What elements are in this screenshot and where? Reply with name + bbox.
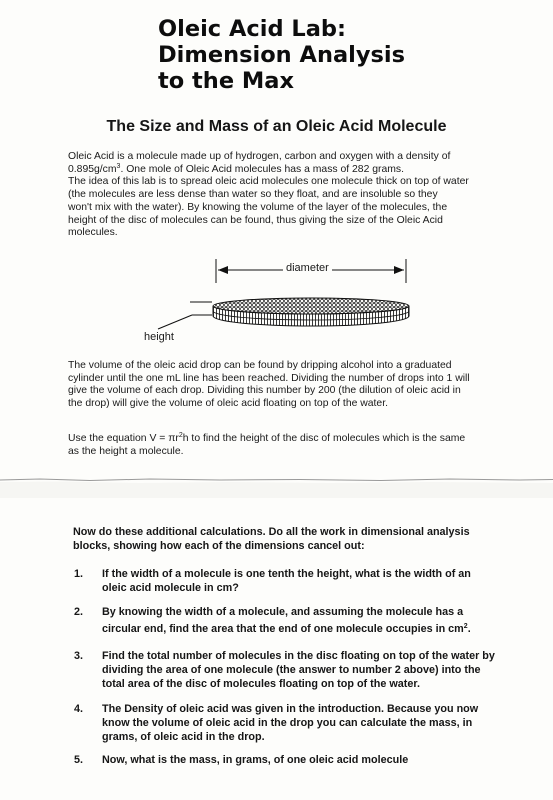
question-text — [102, 567, 532, 595]
question-line: grams, of oleic acid in the drop. — [102, 731, 265, 743]
title-line-3: to the Max — [158, 68, 294, 94]
question-line: If the width of a molecule is one tenth the height, what is the width of an — [102, 568, 471, 580]
question-line: know the volume of oleic acid in the drop you can calculate the mass, in — [102, 717, 473, 729]
question-line: The Density of oleic acid was given in the introduction. Because you now — [102, 703, 479, 715]
question-line: Now, what is the mass, in grams, of one oleic acid molecule — [102, 754, 409, 766]
intro-line-7: molecules. — [68, 227, 118, 239]
calculations-intro-line-2: blocks, showing how each of the dimensions cancel out: — [73, 539, 365, 552]
question-text — [102, 605, 532, 636]
area-question-period: . — [467, 623, 471, 635]
volume-line-1: The volume of the oleic acid drop can be found by dripping alcohol into a graduated — [68, 360, 452, 371]
question-number: 4. — [74, 703, 84, 715]
intro-line-1: Oleic Acid is a molecule made up of hydrogen, carbon and oxygen with a density of — [68, 151, 451, 162]
question-line: total area of the disc of molecules floating on top of the water. — [102, 678, 420, 690]
calculations-intro-line-1: Now do these additional calculations. Do all the work in dimensional analysis — [73, 526, 470, 538]
question-text — [102, 753, 532, 767]
question-number: 2. — [74, 606, 84, 618]
section-subtitle: The Size and Mass of an Oleic Acid Molecule — [106, 118, 447, 135]
area-question-text: circular end, find the area that the end of one molecule occupies in cm — [102, 623, 464, 635]
density-exponent: 3 — [116, 162, 121, 170]
volume-line-3: give the volume of each drop. Dividing this number by 200 (the dilution of oleic acid in — [68, 385, 461, 397]
mole-mass-text: . One mole of Oleic Acid molecules has a mass of 282 grams. — [120, 163, 404, 175]
diameter-label: diameter — [283, 262, 332, 275]
equation-post: h to find the height of the disc of molecules which is the same — [182, 433, 466, 444]
equation-paragraph — [68, 433, 518, 458]
intro-line-4: (the molecules are less dense than water so they float, and are insoluble so they — [68, 189, 438, 201]
equation-line-2: as the height a molecule. — [68, 445, 184, 457]
question-line: By knowing the width of a molecule, and assuming the molecule has a — [102, 606, 464, 618]
question-line: Find the total number of molecules in the disc floating on top of the water by — [102, 650, 495, 662]
question-number: 1. — [74, 568, 84, 580]
question-line: dividing the area of one molecule (the answer to number 2 above) into the — [102, 664, 481, 676]
question-line — [102, 622, 532, 636]
calculations-intro — [73, 526, 533, 553]
height-label: height — [144, 331, 174, 343]
question-text — [102, 649, 532, 691]
volume-line-2: cylinder until the one mL line has been reached. Dividing the number of drops into 1 will — [68, 372, 470, 384]
density-value: 0.895g/cm — [68, 163, 117, 175]
equation-pre: Use the equation V = πr — [68, 433, 179, 444]
question-number: 5. — [74, 754, 84, 766]
question-line: oleic acid molecule in cm? — [102, 582, 239, 594]
title-line-2: Dimension Analysis — [158, 42, 406, 68]
height-pointer — [158, 315, 192, 329]
equation-line-1 — [68, 433, 518, 446]
equation-exponent: 2 — [178, 432, 183, 439]
question-text — [102, 702, 532, 744]
title-line-1: Oleic Acid Lab: — [158, 16, 347, 42]
page-title — [158, 16, 405, 94]
intro-line-2 — [68, 164, 518, 177]
page-tear-divider — [0, 468, 553, 498]
volume-line-4: the drop) will give the volume of oleic acid floating on top of the water. — [68, 398, 388, 410]
intro-line-3: The idea of this lab is to spread oleic acid molecules one molecule thick on top of water — [68, 176, 469, 188]
area-unit-exponent: 2 — [463, 623, 468, 630]
intro-line-5: won't mix with the water). By knowing the volume of the layer of the molecules, the — [68, 201, 448, 213]
question-number: 3. — [74, 650, 84, 662]
volume-paragraph — [68, 360, 518, 411]
intro-paragraph — [68, 151, 518, 240]
intro-line-6: height of the disc of molecules can be found, thus giving the size of the Oleic Acid — [68, 214, 443, 226]
